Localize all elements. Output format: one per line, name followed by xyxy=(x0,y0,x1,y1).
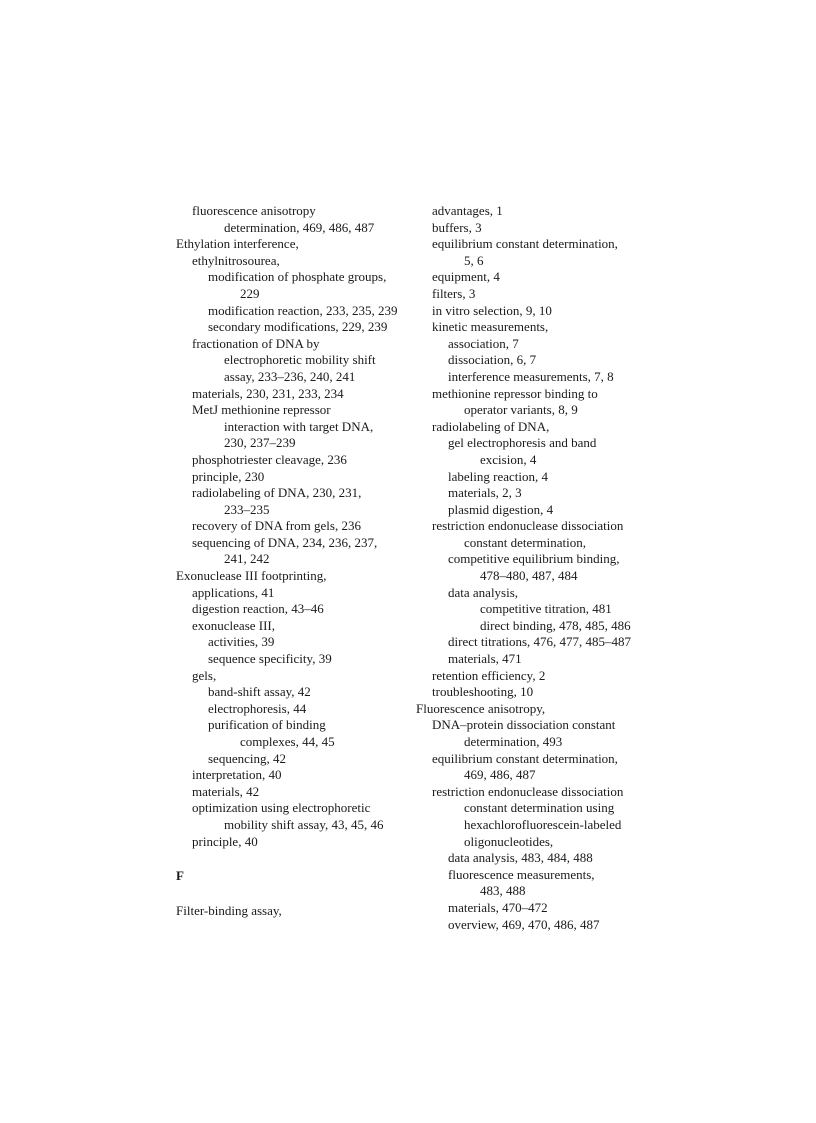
index-entry: excision, 4 xyxy=(480,451,537,467)
spacer xyxy=(176,885,408,903)
index-entry: interaction with target DNA, xyxy=(224,418,374,434)
index-entry: troubleshooting, 10 xyxy=(432,684,534,700)
section-letter-heading: F xyxy=(176,868,184,884)
index-entry: methionine repressor binding to xyxy=(432,385,598,401)
index-entry: DNA–protein dissociation constant xyxy=(432,717,616,733)
index-entry: constant determination, xyxy=(464,534,587,550)
index-entry: complexes, 44, 45 xyxy=(240,734,335,749)
index-entry: radiolabeling of DNA, 230, 231, xyxy=(192,485,362,501)
index-entry: equilibrium constant determination, xyxy=(432,750,618,766)
index-entry: plasmid digestion, 4 xyxy=(448,501,554,517)
index-entry: principle, 40 xyxy=(192,833,258,849)
index-entry: competitive equilibrium binding, xyxy=(448,551,620,567)
index-entry: modification of phosphate groups, xyxy=(208,269,387,285)
index-entry: restriction endonuclease dissociation xyxy=(432,518,624,534)
index-entry: mobility shift assay, 43, 45, 46 xyxy=(224,816,384,832)
index-entry: electrophoretic mobility shift xyxy=(224,352,376,368)
index-entry: exonuclease III, xyxy=(192,617,276,633)
index-entry: data analysis, 483, 484, 488 xyxy=(448,850,593,866)
index-entry: purification of binding xyxy=(208,717,326,733)
index-column-right xyxy=(416,203,656,933)
index-entry: optimization using electrophoretic xyxy=(192,800,371,816)
index-entry: constant determination using xyxy=(464,800,615,816)
index-entry: materials, 471 xyxy=(448,651,522,667)
index-entry: fractionation of DNA by xyxy=(192,335,320,351)
index-entry: interpretation, 40 xyxy=(192,767,282,783)
index-entry: materials, 2, 3 xyxy=(448,485,522,501)
index-entry: fluorescence measurements, xyxy=(448,866,595,882)
index-entry: 478–480, 487, 484 xyxy=(480,568,578,584)
index-entry: radiolabeling of DNA, xyxy=(432,418,550,434)
index-entry: digestion reaction, 43–46 xyxy=(192,601,324,617)
index-entry: assay, 233–236, 240, 241 xyxy=(224,368,356,384)
index-entry: materials, 230, 231, 233, 234 xyxy=(192,385,344,401)
index-entry: filters, 3 xyxy=(432,285,476,301)
index-entry: determination, 493 xyxy=(464,734,563,749)
index-entry: kinetic measurements, xyxy=(432,319,549,335)
index-entry: in vitro selection, 9, 10 xyxy=(432,302,552,318)
index-entry: oligonucleotides, xyxy=(464,833,554,849)
index-entry: applications, 41 xyxy=(192,584,275,600)
index-entry: competitive titration, 481 xyxy=(480,601,612,617)
index-entry: modification reaction, 233, 235, 239 xyxy=(208,302,398,318)
index-entry: overview, 469, 470, 486, 487 xyxy=(448,916,600,932)
index-entry: association, 7 xyxy=(448,335,519,351)
index-entry: interference measurements, 7, 8 xyxy=(448,368,614,384)
index-entry: labeling reaction, 4 xyxy=(448,468,548,484)
index-entry: 229 xyxy=(240,285,260,301)
index-entry: materials, 42 xyxy=(192,783,260,799)
index-entry: 230, 237–239 xyxy=(224,435,296,451)
index-entry: direct titrations, 476, 477, 485–487 xyxy=(448,634,632,650)
index-entry: gel electrophoresis and band xyxy=(448,435,597,451)
spacer xyxy=(176,850,408,868)
index-entry: electrophoresis, 44 xyxy=(208,700,307,716)
index-entry: determination, 469, 486, 487 xyxy=(224,219,375,235)
index-entry: band-shift assay, 42 xyxy=(208,684,311,700)
index-entry: Fluorescence anisotropy, xyxy=(416,700,546,716)
index-entry: restriction endonuclease dissociation xyxy=(432,783,624,799)
index-entry: sequencing of DNA, 234, 236, 237, xyxy=(192,534,378,550)
index-entry: sequencing, 42 xyxy=(208,750,286,766)
index-entry: ethylnitrosourea, xyxy=(192,252,280,268)
index-entry: activities, 39 xyxy=(208,634,275,650)
index-entry: materials, 470–472 xyxy=(448,899,548,915)
index-entry: Ethylation interference, xyxy=(176,236,299,252)
index-entry: MetJ methionine repressor xyxy=(192,402,331,418)
index-entry: fluorescence anisotropy xyxy=(192,203,316,218)
index-entry: gels, xyxy=(192,667,217,683)
index-entry: sequence specificity, 39 xyxy=(208,651,332,667)
index-entry: Filter-binding assay, xyxy=(176,902,282,918)
index-entry: dissociation, 6, 7 xyxy=(448,352,537,368)
index-entry: operator variants, 8, 9 xyxy=(464,402,578,418)
index-entry: hexachlorofluorescein-labeled xyxy=(464,816,622,832)
index-entry: data analysis, xyxy=(448,584,519,600)
index-entry: 5, 6 xyxy=(464,252,484,268)
index-entry: equipment, 4 xyxy=(432,269,500,285)
index-entry: principle, 230 xyxy=(192,468,265,484)
index-entry: 469, 486, 487 xyxy=(464,767,536,783)
index-entry: equilibrium constant determination, xyxy=(432,236,618,252)
index-entry: 483, 488 xyxy=(480,883,526,899)
index-entry: phosphotriester cleavage, 236 xyxy=(192,451,347,467)
index-entry: advantages, 1 xyxy=(432,203,503,218)
index-entry: 233–235 xyxy=(224,501,270,517)
index-column-left xyxy=(176,203,408,919)
index-entry: direct binding, 478, 485, 486 xyxy=(480,617,631,633)
index-entry: buffers, 3 xyxy=(432,219,482,235)
index-entry: retention efficiency, 2 xyxy=(432,667,546,683)
index-entry: secondary modifications, 229, 239 xyxy=(208,319,388,335)
index-entry: Exonuclease III footprinting, xyxy=(176,568,327,584)
index-entry: recovery of DNA from gels, 236 xyxy=(192,518,361,534)
index-entry: 241, 242 xyxy=(224,551,270,567)
